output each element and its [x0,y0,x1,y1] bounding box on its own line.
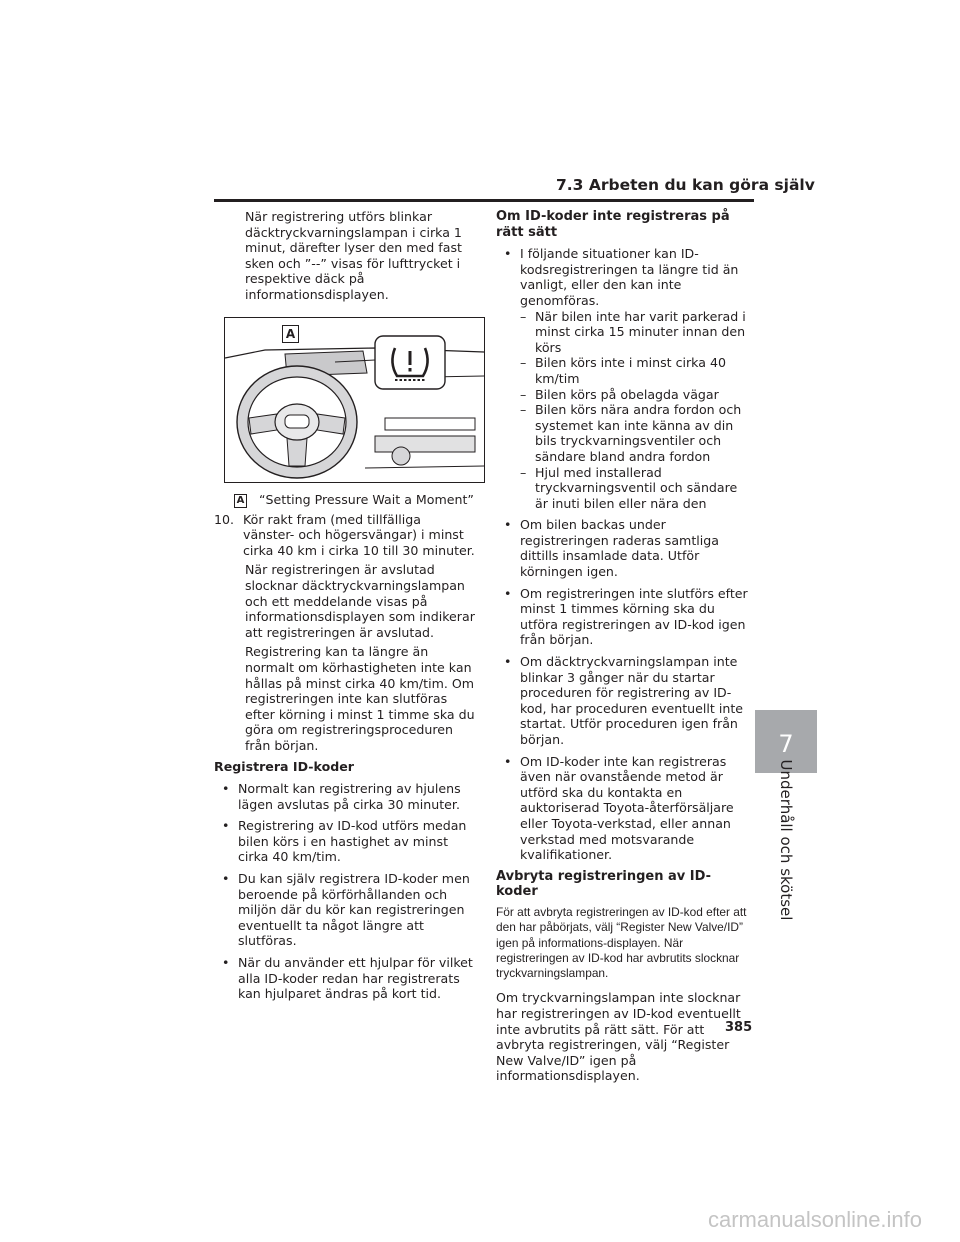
situations-dash-list [496,309,752,512]
register-bullet-list [214,781,476,1002]
dash-item: – Bilen körs inte i minst cirka 40 km/tim [496,355,752,386]
list-item [496,246,752,511]
heading-register-id: Registrera ID-koder [214,759,354,775]
cancel-final-paragraph: Om tryckvarningslampan inte slocknar har registreringen av ID-kod eventuellt inte avbrutits på rätt sätt. För att avbryta registreringen, välj “Register New Valve/ID” igen på informationsdisplayen. [496,990,741,1084]
chapter-label: Underhåll och skötsel [777,759,795,921]
list-item: • Om däcktryckvarningslampan inte blinkar 3 gånger när du startar proceduren för registrering av ID-kod, har proceduren eventuellt inte startat. Utför proceduren igen från början. [496,654,752,748]
dash-item: – Bilen körs nära andra fordon och systemet kan inte känna av din bils tryckvarningsventiler och sändare bland andra fordon [496,402,752,464]
list-item: • Om registreringen inte slutförs efter minst 1 timmes körning ska du utföra registreringen av ID-kod igen från början. [496,586,752,648]
intro-paragraph: När registrering utförs blinkar däcktryckvarningslampan i cirka 1 minut, därefter lyser den med fast sken och ”--” visas för lufttrycket i respektive däck på informationsdisplayen. [245,209,462,302]
list-item: • Normalt kan registrering av hjulens lägen avslutas på cirka 30 minuter. [214,781,476,812]
list-item: • Du kan själv registrera ID-koder men beroende på körförhållanden och miljön där du kör kan registreringen eventuellt ta något längre att slutföras. [214,871,476,949]
cancel-small-paragraph: För att avbryta registreringen av ID-kod efter att den har påbörjats, välj “Register New Valve/ID” igen på informations-displayen. När registreringen av ID-kod har avbrutits slocknar tryckvarningslampan. [496,904,747,981]
step-10-paragraph-2: När registreringen är avslutad slocknar däcktryckvarningslampan och ett meddelande visas på informationsdisplayen som indikerar att registreringen är avslutad. [245,562,475,640]
list-item: • Registrering av ID-kod utförs medan bilen körs i en hastighet av minst cirka 40 km/tim. [214,818,476,865]
header-rule [214,199,754,202]
dash-item: – När bilen inte har varit parkerad i minst cirka 15 minuter innan den körs [496,309,752,356]
figure-caption [214,492,476,508]
heading-id-not-registered: Om ID-koder inte registreras på rätt sätt [496,209,730,240]
list-item: • Om ID-koder inte kan registreras även när ovanstående metod är utförd ska du kontakta en auktoriserad Toyota-återförsäljare eller Toyota-verkstad, eller annan verkstad med motsvarande kvalifikationer. [496,754,752,863]
heading-cancel-registration: Avbryta registreringen av ID-koder [496,868,712,900]
dashboard-drawing [225,318,484,482]
right-column [496,209,752,1084]
step-text: Kör rakt fram (med tillfälliga vänster- och högersvängar) i minst cirka 40 km i cirka 10 till 30 minuter. [243,511,475,558]
chapter-number: 7 [778,730,794,758]
caption-text: “Setting Pressure Wait a Moment” [259,491,474,507]
step-10 [214,512,476,559]
left-column [214,209,476,1008]
figure-label-a: A [282,325,299,343]
watermark: carmanualsonline.info [708,1207,923,1232]
list-item: • När du använder ett hjulpar för vilket alla ID-koder redan har registrerats kan hjulparet ändras på kort tid. [214,955,476,1002]
list-item: • Om bilen backas under registreringen raderas samtliga dittills insamlade data. Utför körningen igen. [496,517,752,579]
step-number: 10. [214,511,235,527]
section-title: 7.3 Arbeten du kan göra själv [556,176,815,194]
dashboard-illustration [224,317,485,483]
step-10-paragraph-3: Registrering kan ta längre än normalt om körhastigheten inte kan hållas på minst cirka 40 km/tim. Om registreringen inte kan slutföras efter körning i minst 1 timme ska du göra om registreringsproceduren från början. [245,644,475,753]
dash-item: – Hjul med installerad tryckvarningsventil och sändare är inuti bilen eller nära den [496,465,752,512]
caption-callout-a: A [234,494,247,508]
page-number: 385 [725,1020,753,1035]
situations-intro: I följande situationer kan ID-kodsregistreringen ta längre tid än vanligt, eller den kan inte genomföras. [520,246,739,308]
dash-item: – Bilen körs på obelagda vägar [496,387,752,403]
situations-list [496,246,752,863]
